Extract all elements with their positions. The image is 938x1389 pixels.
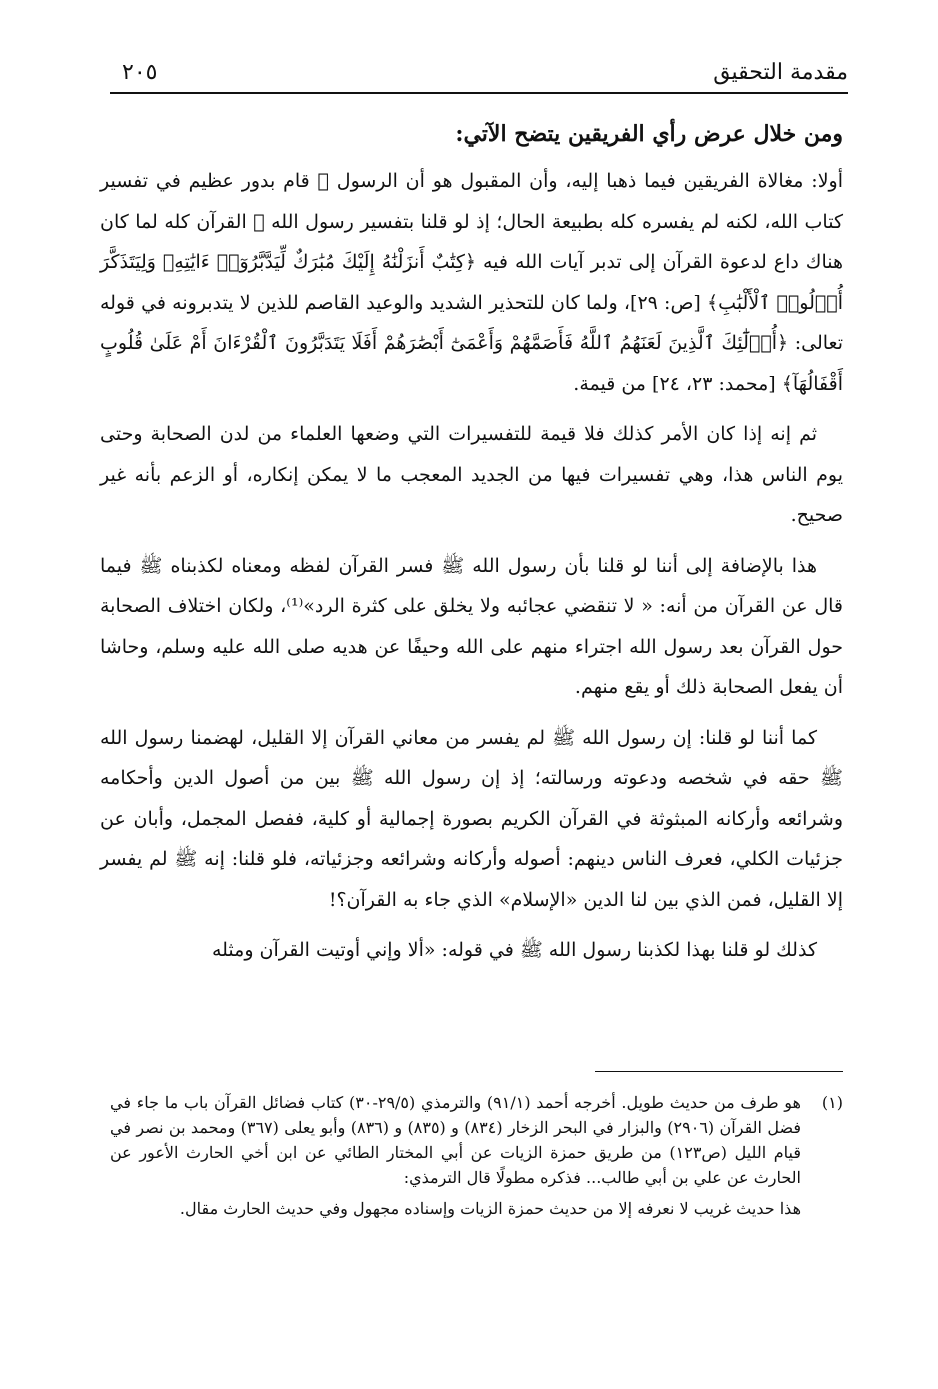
- running-head: [110, 58, 848, 94]
- footnotes: [110, 1090, 843, 1221]
- footnote-marker: (١): [821, 1093, 843, 1112]
- section-heading: ومن خلال عرض رأي الفريقين يتضح الآتي:: [455, 121, 843, 147]
- footnote-quote: هذا حديث غريب لا نعرفه إلا من حديث حمزة الزيات وإسناده مجهول وفي حديث الحارث مقال.: [179, 1199, 801, 1218]
- paragraph-fifth: كذلك لو قلنا بهذا لكذبنا رسول الله ﷺ في قوله: «ألا وإني أوتيت القرآن ومثله: [211, 939, 817, 961]
- paragraph-third: هذا بالإضافة إلى أننا لو قلنا بأن رسول الله ﷺ فسر القرآن لفظه ومعناه لكذبناه ﷺ فيما قال عن القرآن من أنه: « لا تنقضي عجائبه ولا يخلق على كثرة الرد»⁽¹⁾، ولكان اختلاف الصحابة حول القرآن بعد رسول الله اجتراء منهم على الله وحيفًا عن هديه صلى الله عليه وسلم، وحاشا أن يفعل الصحابة ذلك أو يقع منهم.: [100, 554, 843, 698]
- body-text: [100, 115, 843, 981]
- footnote-divider: [595, 1071, 843, 1072]
- paragraph-fourth: كما أننا لو قلنا: إن رسول الله ﷺ لم يفسر من معاني القرآن إلا القليل، لهضمنا رسول الله ﷺ حقه في شخصه ودعوته ورسالته؛ إذ إن رسول الله ﷺ بين من أصول الدين وأحكامه وشرائعه وأركانه المبثوثة في القرآن الكريم بصورة إجمالية أو كلية، ففصل المجمل، وأبان عن جزئيات الكلي، فعرف الناس دينهم: أصوله وأركانه وشرائعه وجزئياته، فلو قلنا: إنه ﷺ لم يفسر إلا القليل، فمن الذي بين لنا الدين «الإسلام» الذي جاء به القرآن؟!: [100, 726, 843, 911]
- paragraph-first: أولا: مغالاة الفريقين فيما ذهبا إليه، وأن المقبول هو أن الرسول ﷺ قام بدور عظيم في تفسير كتاب الله، لكنه لم يفسره كله بطبيعة الحال؛ إذ لو قلنا بتفسير رسول الله ﷺ القرآن كله لما كان هناك داع لدعوة القرآن إلى تدبر آيات الله فيه ﴿كِتَٰبٌ أَنزَلْنَٰهُ إِلَيْكَ مُبَٰرَكٌ لِّيَدَّبَّرُوٓا۟ ءَايَٰتِهِۦ وَلِيَتَذَكَّرَ أُو۟لُوا۟ ٱلْأَلْبَٰبِ﴾ [ص: ٢٩]، ولما كان للتحذير الشديد والوعيد القاصم للذين لا يتدبرونه في قوله تعالى: ﴿أُو۟لَٰٓئِكَ ٱلَّذِينَ لَعَنَهُمُ ٱللَّهُ فَأَصَمَّهُمْ وَأَعْمَىٰٓ أَبْصَٰرَهُمْ أَفَلَا يَتَدَبَّرُونَ ٱلْقُرْءَانَ أَمْ عَلَىٰ قُلُوبٍ أَقْفَالُهَآ﴾ [محمد: ٢٣، ٢٤] من قيمة.: [100, 170, 843, 395]
- running-title: مقدمة التحقيق: [713, 60, 848, 85]
- page-number: ٢٠٥: [122, 60, 158, 85]
- footnote-text: هو طرف من حديث طويل. أخرجه أحمد (٩١/١) والترمذي (٢٩/٥-٣٠) كتاب فضائل القرآن باب ما جاء في فضل القرآن (٢٩٠٦) والبزار في البحر الزخار (٨٣٤) و (٨٣٥) و (٨٣٦) وأبو يعلى (٣٦٧) ومحمد بن نصر في قيام الليل (ص١٢٣) من طريق حمزة الزيات عن أبي المختار الطائي عن ابن أخي الحارث الأعور عن الحارث عن علي بن أبي طالب... فذكره مطولًا قال الترمذي:: [110, 1093, 802, 1187]
- footnote-item: [110, 1090, 843, 1190]
- paragraph-second: ثم إنه إذا كان الأمر كذلك فلا قيمة للتفسيرات التي وضعها العلماء من لدن الصحابة وحتى يوم الناس هذا، وهي تفسيرات فيها من الجديد المعجب ما لا يمكن إنكاره، أو الزعم بأنه غير صحيح.: [100, 423, 843, 526]
